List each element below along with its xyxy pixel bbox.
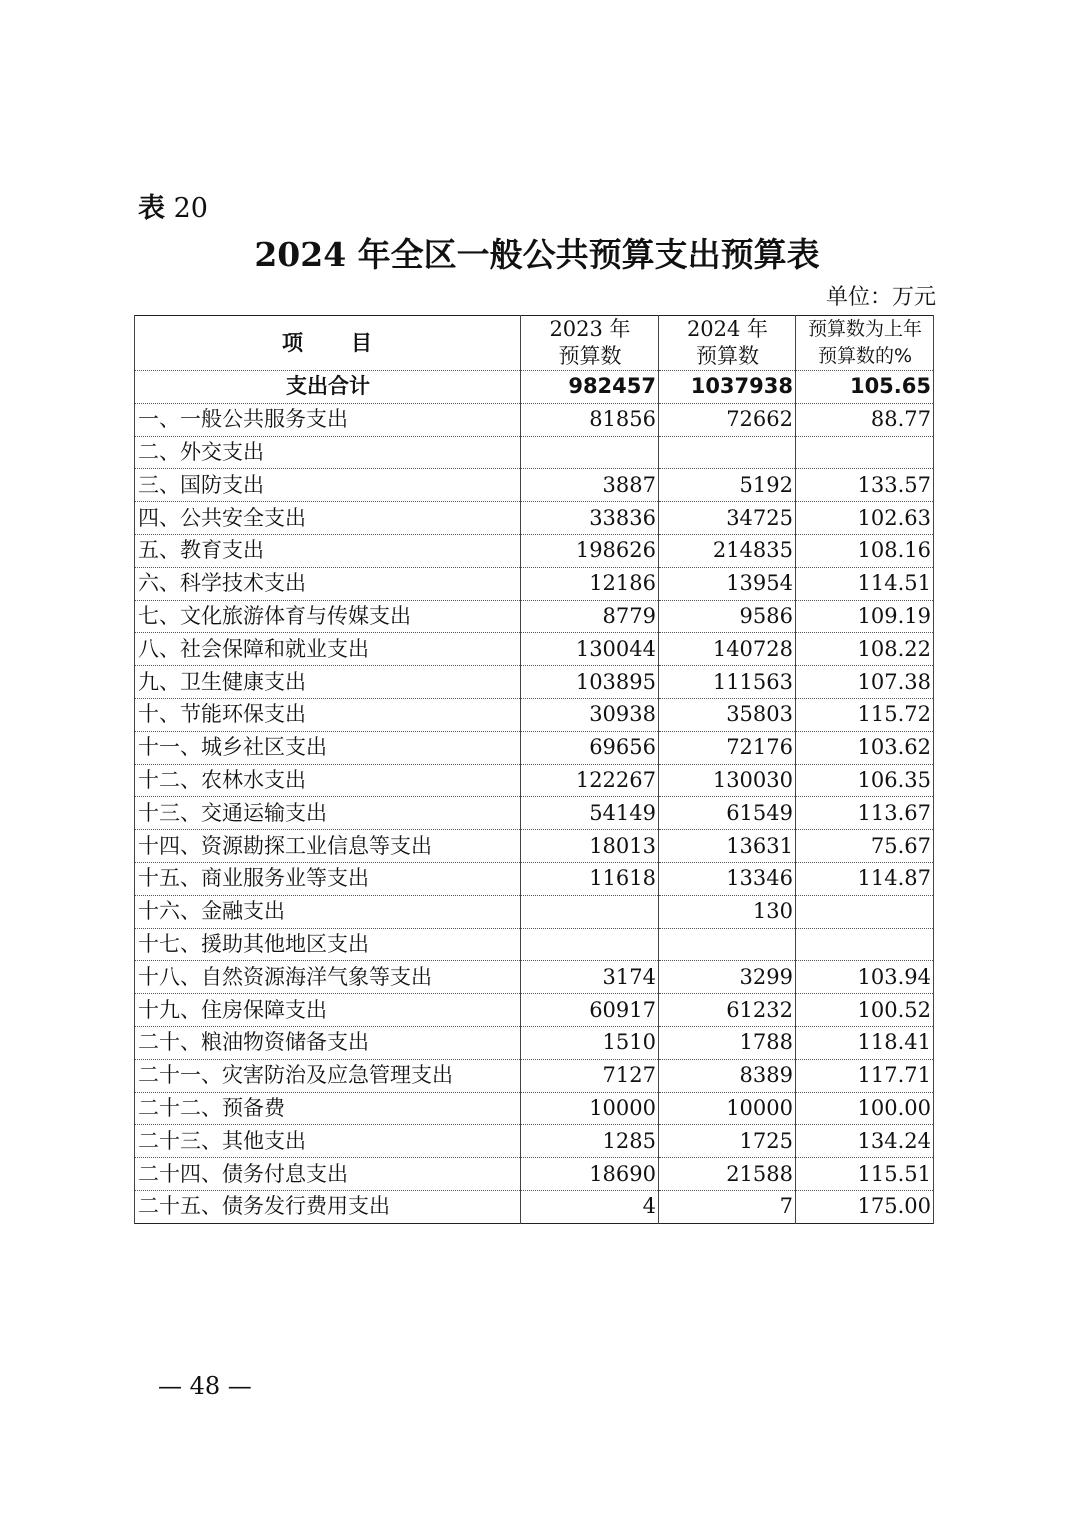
table-row — [135, 403, 934, 436]
total-2024: 1037938 — [659, 371, 796, 404]
table-row — [135, 994, 934, 1027]
table-row — [135, 502, 934, 535]
row-value-2024: 5192 — [659, 469, 796, 502]
row-value-2023: 7127 — [521, 1059, 659, 1092]
row-ratio: 114.87 — [796, 862, 934, 895]
row-value-2023: 8779 — [521, 600, 659, 633]
row-ratio: 114.51 — [796, 567, 934, 600]
row-value-2024: 214835 — [659, 534, 796, 567]
row-value-2024: 72662 — [659, 403, 796, 436]
row-value-2024: 61549 — [659, 797, 796, 830]
row-item: 二十一、灾害防治及应急管理支出 — [135, 1059, 521, 1092]
row-value-2023 — [521, 895, 659, 928]
row-value-2024: 35803 — [659, 698, 796, 731]
total-row — [135, 371, 934, 404]
table-body — [135, 371, 934, 1224]
row-value-2024: 1788 — [659, 1026, 796, 1059]
row-item: 十四、资源勘探工业信息等支出 — [135, 830, 521, 863]
table-row — [135, 1092, 934, 1125]
row-value-2023: 3887 — [521, 469, 659, 502]
row-value-2024: 34725 — [659, 502, 796, 535]
row-value-2023: 30938 — [521, 698, 659, 731]
table-row — [135, 797, 934, 830]
row-item: 十九、住房保障支出 — [135, 994, 521, 1027]
row-value-2023: 11618 — [521, 862, 659, 895]
row-value-2024 — [659, 928, 796, 961]
row-item: 八、社会保障和就业支出 — [135, 633, 521, 666]
table-row — [135, 764, 934, 797]
row-item: 十三、交通运输支出 — [135, 797, 521, 830]
row-value-2024: 13631 — [659, 830, 796, 863]
row-ratio: 106.35 — [796, 764, 934, 797]
row-value-2024: 8389 — [659, 1059, 796, 1092]
table-row — [135, 1026, 934, 1059]
row-ratio — [796, 895, 934, 928]
row-value-2023: 130044 — [521, 633, 659, 666]
table-row — [135, 666, 934, 699]
row-value-2024: 7 — [659, 1190, 796, 1223]
row-item: 二十、粮油物资储备支出 — [135, 1026, 521, 1059]
row-value-2023: 122267 — [521, 764, 659, 797]
row-value-2023: 69656 — [521, 731, 659, 764]
column-header-2023 — [521, 316, 659, 371]
row-ratio: 100.52 — [796, 994, 934, 1027]
row-value-2023: 1510 — [521, 1026, 659, 1059]
row-item: 六、科学技术支出 — [135, 567, 521, 600]
table-row — [135, 600, 934, 633]
row-item: 七、文化旅游体育与传媒支出 — [135, 600, 521, 633]
table-row — [135, 862, 934, 895]
table-row — [135, 1125, 934, 1158]
row-ratio: 108.22 — [796, 633, 934, 666]
row-ratio: 107.38 — [796, 666, 934, 699]
row-value-2023 — [521, 928, 659, 961]
row-value-2023: 3174 — [521, 961, 659, 994]
table-row — [135, 895, 934, 928]
row-value-2023: 1285 — [521, 1125, 659, 1158]
column-header-2024-label: 预算数 — [696, 344, 759, 368]
row-item: 九、卫生健康支出 — [135, 666, 521, 699]
row-value-2023: 4 — [521, 1190, 659, 1223]
column-header-2024-year: 2024 年 — [686, 317, 769, 341]
row-ratio: 113.67 — [796, 797, 934, 830]
row-item: 二十二、预备费 — [135, 1092, 521, 1125]
row-value-2024: 9586 — [659, 600, 796, 633]
table-label-prefix: 表 — [138, 193, 165, 224]
row-ratio: 175.00 — [796, 1190, 934, 1223]
page-number: — 48 — — [158, 1372, 252, 1400]
row-ratio: 75.67 — [796, 830, 934, 863]
row-value-2024: 140728 — [659, 633, 796, 666]
row-ratio: 115.51 — [796, 1158, 934, 1191]
column-header-ratio — [796, 316, 934, 371]
column-header-2023-year: 2023 年 — [549, 317, 631, 341]
row-ratio — [796, 928, 934, 961]
row-item: 四、公共安全支出 — [135, 502, 521, 535]
column-header-item: 项 目 — [135, 316, 521, 371]
row-ratio: 109.19 — [796, 600, 934, 633]
row-item: 十一、城乡社区支出 — [135, 731, 521, 764]
row-value-2023: 18013 — [521, 830, 659, 863]
row-value-2023: 33836 — [521, 502, 659, 535]
column-header-ratio-line1: 预算数为上年 — [807, 318, 922, 340]
row-value-2024: 111563 — [659, 666, 796, 699]
row-value-2023: 54149 — [521, 797, 659, 830]
row-ratio: 134.24 — [796, 1125, 934, 1158]
table-row — [135, 1190, 934, 1223]
row-item: 二十三、其他支出 — [135, 1125, 521, 1158]
row-item: 二十五、债务发行费用支出 — [135, 1190, 521, 1223]
column-header-ratio-line2: 预算数的% — [817, 345, 913, 367]
row-ratio: 102.63 — [796, 502, 934, 535]
table-row — [135, 469, 934, 502]
row-ratio: 133.57 — [796, 469, 934, 502]
row-value-2023 — [521, 436, 659, 469]
row-value-2024: 10000 — [659, 1092, 796, 1125]
table-row — [135, 567, 934, 600]
row-value-2024: 21588 — [659, 1158, 796, 1191]
row-value-2023: 198626 — [521, 534, 659, 567]
table-header-row — [135, 316, 934, 371]
row-value-2024 — [659, 436, 796, 469]
row-value-2024: 13954 — [659, 567, 796, 600]
row-value-2024: 3299 — [659, 961, 796, 994]
row-item: 二十四、债务付息支出 — [135, 1158, 521, 1191]
row-value-2023: 18690 — [521, 1158, 659, 1191]
row-value-2023: 81856 — [521, 403, 659, 436]
row-item: 三、国防支出 — [135, 469, 521, 502]
row-ratio: 103.94 — [796, 961, 934, 994]
row-ratio: 118.41 — [796, 1026, 934, 1059]
row-ratio: 100.00 — [796, 1092, 934, 1125]
row-item: 二、外交支出 — [135, 436, 521, 469]
table-row — [135, 534, 934, 567]
row-value-2023: 10000 — [521, 1092, 659, 1125]
row-ratio: 115.72 — [796, 698, 934, 731]
row-item: 十七、援助其他地区支出 — [135, 928, 521, 961]
table-row — [135, 1158, 934, 1191]
column-header-2024 — [659, 316, 796, 371]
row-value-2024: 130030 — [659, 764, 796, 797]
unit-label: 单位：万元 — [825, 285, 936, 310]
document-title: 2024 年全区一般公共预算支出预算表 — [254, 235, 820, 274]
row-value-2024: 130 — [659, 895, 796, 928]
column-header-2023-label: 预算数 — [558, 344, 622, 368]
table-label — [138, 191, 208, 227]
table-label-number: 20 — [173, 193, 208, 224]
row-value-2024: 13346 — [659, 862, 796, 895]
table-row — [135, 830, 934, 863]
row-item: 十八、自然资源海洋气象等支出 — [135, 961, 521, 994]
row-item: 五、教育支出 — [135, 534, 521, 567]
row-ratio: 88.77 — [796, 403, 934, 436]
row-ratio — [796, 436, 934, 469]
row-item: 十二、农林水支出 — [135, 764, 521, 797]
table-row — [135, 633, 934, 666]
total-item: 支出合计 — [135, 371, 521, 404]
table-row — [135, 928, 934, 961]
row-item: 十六、金融支出 — [135, 895, 521, 928]
row-ratio: 103.62 — [796, 731, 934, 764]
table-row — [135, 436, 934, 469]
row-value-2023: 60917 — [521, 994, 659, 1027]
row-item: 一、一般公共服务支出 — [135, 403, 521, 436]
total-2023: 982457 — [521, 371, 659, 404]
row-value-2023: 12186 — [521, 567, 659, 600]
row-ratio: 117.71 — [796, 1059, 934, 1092]
table-row — [135, 731, 934, 764]
table-row — [135, 961, 934, 994]
row-ratio: 108.16 — [796, 534, 934, 567]
table-row — [135, 698, 934, 731]
row-item: 十、节能环保支出 — [135, 698, 521, 731]
row-item: 十五、商业服务业等支出 — [135, 862, 521, 895]
row-value-2024: 61232 — [659, 994, 796, 1027]
total-ratio: 105.65 — [796, 371, 934, 404]
row-value-2024: 72176 — [659, 731, 796, 764]
budget-table — [134, 315, 934, 1224]
row-value-2023: 103895 — [521, 666, 659, 699]
table-row — [135, 1059, 934, 1092]
row-value-2024: 1725 — [659, 1125, 796, 1158]
